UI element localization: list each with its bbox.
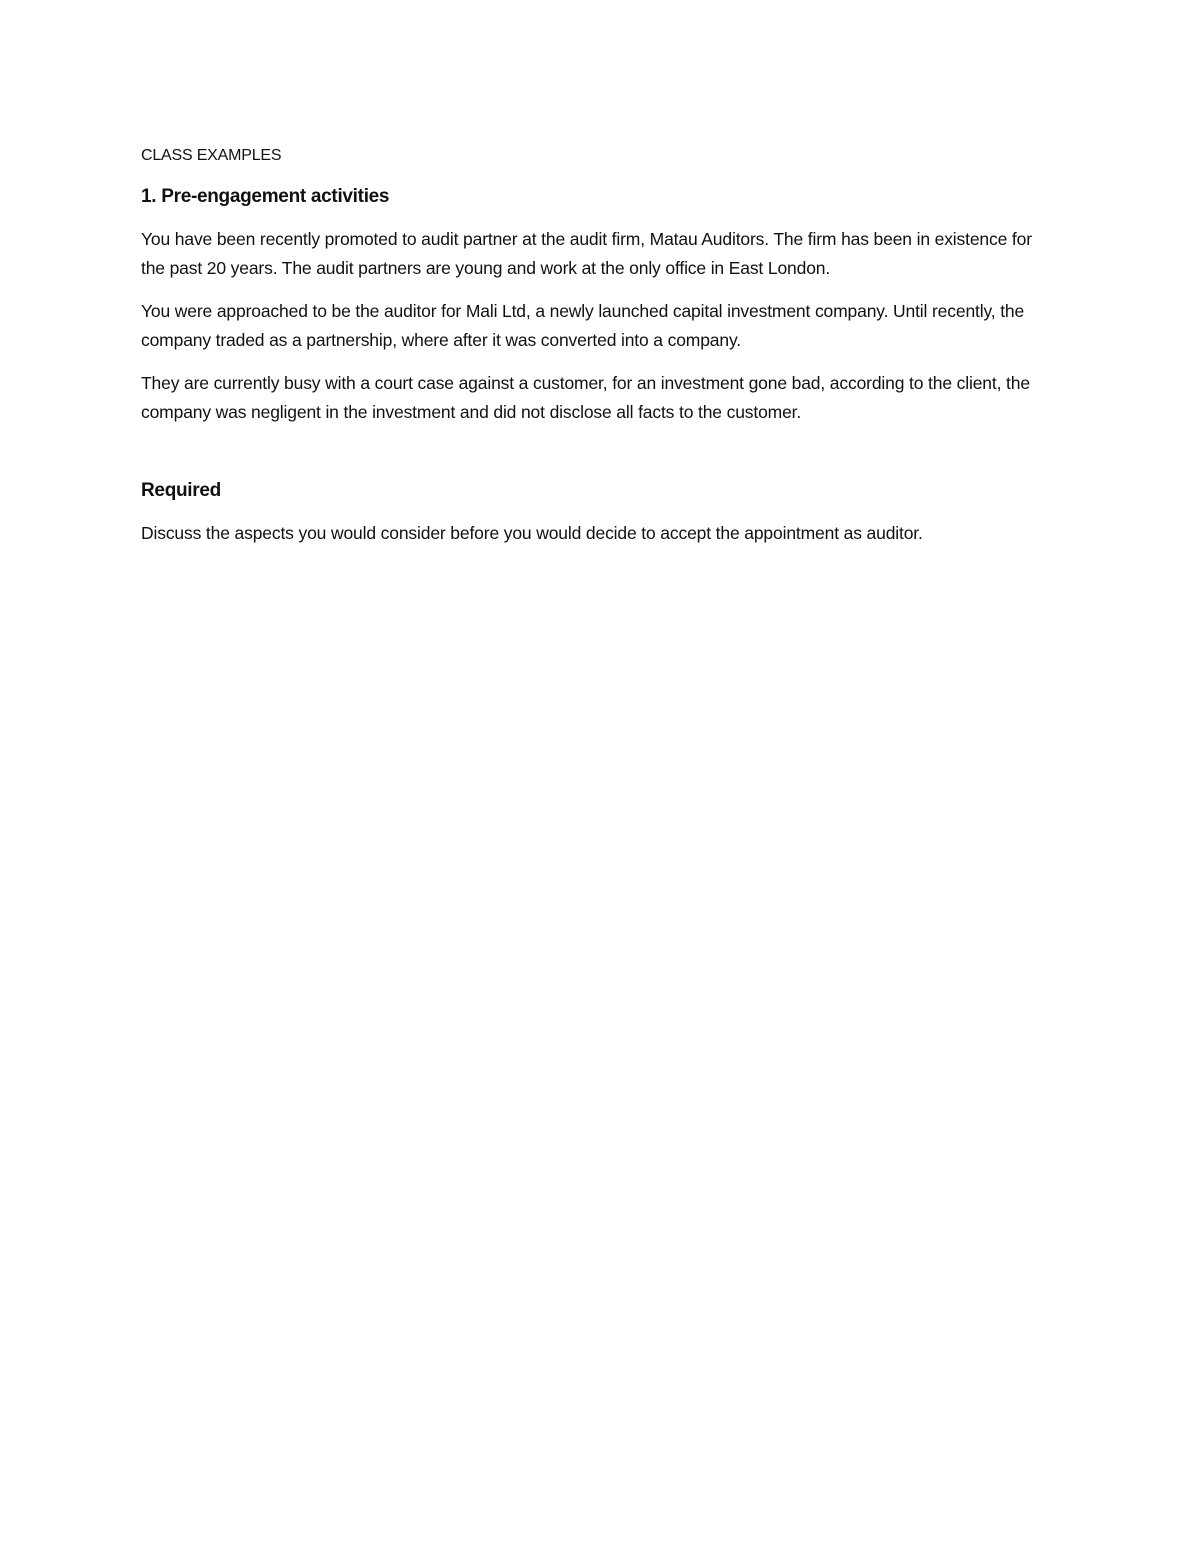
required-heading: Required <box>141 480 221 501</box>
scenario-paragraph-2: You were approached to be the auditor for Mali Ltd, a newly launched capital investment company. Until recently, the company traded as a partnership, where after it was converted into a company. <box>141 301 1025 350</box>
document-body <box>141 144 1051 562</box>
scenario-paragraph-1: You have been recently promoted to audit partner at the audit firm, Matau Auditors. The firm has been in existence for the past 20 years. The audit partners are young and work at the only office in East London. <box>141 229 1032 278</box>
required-text: Discuss the aspects you would consider before you would decide to accept the appointment as auditor. <box>141 523 923 543</box>
document-label: CLASS EXAMPLES <box>141 147 282 164</box>
scenario-paragraph-3: They are currently busy with a court case against a customer, for an investment gone bad, according to the client, the company was negligent in the investment and did not disclose all facts to the customer. <box>141 373 1030 422</box>
section-heading: 1. Pre-engagement activities <box>141 186 390 207</box>
